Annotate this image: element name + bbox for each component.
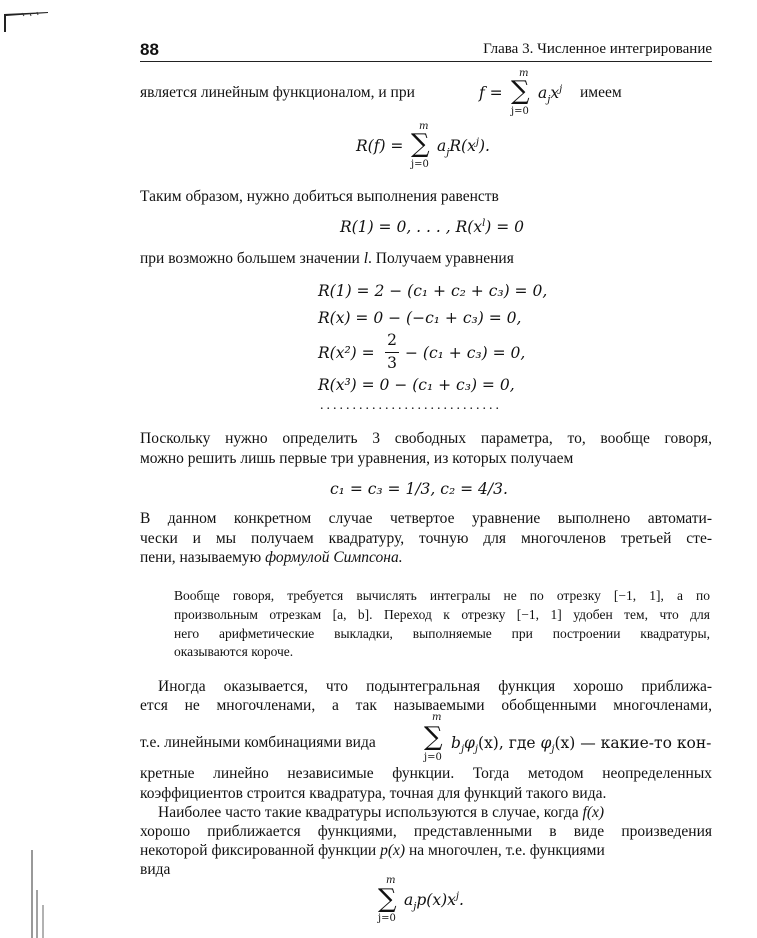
text-thus: Таким образом, нужно добиться выполнения равенств <box>140 188 499 205</box>
para4-sum-lower: j=0 <box>424 752 442 763</box>
para3-line3: пени, называемую формулой Симпсона. <box>140 549 403 566</box>
para3-line2: чески и мы получаем квадратуру, точную для многочленов третьей сте- <box>140 530 712 547</box>
para5-line2: хорошо приближается функциями, представленными в виде произведения <box>140 823 712 840</box>
system-eq3-rhs: − (c₁ + c₃) = 0, <box>405 344 526 362</box>
eq-solution: c₁ = c₃ = 1/3, c₂ = 4/3. <box>330 480 508 498</box>
note-line4: оказываются короче. <box>174 644 294 659</box>
eqR-summand: $a_jR(x^j)$. <box>437 137 490 159</box>
para1-text: является линейным функционалом, и при <box>140 84 415 101</box>
eqR-sum-lower: j=0 <box>411 159 429 170</box>
para5-line3: некоторой фиксированной функции p(x) на многочлен, т.е. функциями <box>140 842 605 859</box>
summation-symbol: ∑ <box>511 76 530 106</box>
para4-line3-lead: т.е. линейными комбинациями вида <box>140 734 376 751</box>
system-eq3-lhs: R(x²) = <box>318 344 375 362</box>
para4-sum-upper: m <box>432 712 442 723</box>
para1-f-lhs: f = <box>479 84 503 102</box>
scan-corner-mark <box>2 10 50 32</box>
para4-line3-math: $b_j\varphi_j(x)$, где $\varphi_j(x)$ — какие-то кон- <box>451 734 712 756</box>
para5-line1: Наиболее часто такие квадратуры используются в случае, когда f(x) <box>158 804 605 821</box>
running-header <box>140 40 712 62</box>
simpson-rule-term: формулой Симпсона. <box>265 549 403 566</box>
final-summand: $a_jp(x)x^j$. <box>404 891 464 913</box>
note-line2: произвольным отрезкам [a, b]. Переход к отрезку [−1, 1] удобен тем, что для <box>174 607 710 622</box>
final-sum-upper: m <box>386 875 396 886</box>
para1-tail: имеем <box>580 84 622 101</box>
text-maxl: при возможно большем значении l. Получаем уравнения <box>140 250 514 267</box>
fraction-bar <box>385 352 399 353</box>
scan-binding-marks <box>28 850 58 938</box>
note-line3: него арифметические выкладки, выполняемые при построении квадратуры, <box>174 626 710 641</box>
para2-line2: можно решить лишь первые три уравнения, из которых получаем <box>140 450 574 467</box>
page-number: 88 <box>140 40 159 59</box>
para1-sum-upper: m <box>519 68 529 79</box>
para4-line2: ется не многочленами, а так называемыми обобщенными многочленами, <box>140 697 712 714</box>
summation-symbol: ∑ <box>411 129 430 159</box>
system-ellipsis: ............................ <box>320 398 502 413</box>
eqR-lhs: R(f) = <box>356 137 404 155</box>
header-rule <box>140 61 712 62</box>
summation-symbol: ∑ <box>424 722 443 752</box>
summation-symbol: ∑ <box>378 884 397 914</box>
eq-conditions: R(1) = 0, . . . , $R(x^l) = 0$ <box>340 218 525 237</box>
system-eq1: R(1) = 2 − (c₁ + c₂ + c₃) = 0, <box>318 282 548 300</box>
final-sum-lower: j=0 <box>378 913 396 924</box>
eqR-sum-upper: m <box>419 121 429 132</box>
para5-line4: вида <box>140 861 171 878</box>
note-line1: Вообще говоря, требуется вычислять интегралы не по отрезку [−1, 1], а по <box>174 588 710 603</box>
system-eq4: R(x³) = 0 − (c₁ + c₃) = 0, <box>318 376 515 394</box>
chapter-title: Глава 3. Численное интегрирование <box>483 41 712 57</box>
para1-summand: $a_jx^j$ <box>538 84 563 106</box>
para1-sum-lower: j=0 <box>511 106 529 117</box>
para4-line1: Иногда оказывается, что подынтегральная функция хорошо приближа- <box>158 678 712 695</box>
para4-line5: коэффициентов строится квадратура, точная для функций такого вида. <box>140 785 607 802</box>
system-eq2: R(x) = 0 − (−c₁ + c₃) = 0, <box>318 309 522 327</box>
para4-line4: кретные линейно независимые функции. Тогда методом неопределенных <box>140 765 712 782</box>
para3-line1: В данном конкретном случае четвертое уравнение выполнено автомати- <box>140 510 712 527</box>
para2-line1: Поскольку нужно определить 3 свободных параметра, то, вообще говоря, <box>140 430 712 447</box>
system-eq3-denominator: 3 <box>387 354 397 372</box>
system-eq3-numerator: 2 <box>387 331 397 349</box>
